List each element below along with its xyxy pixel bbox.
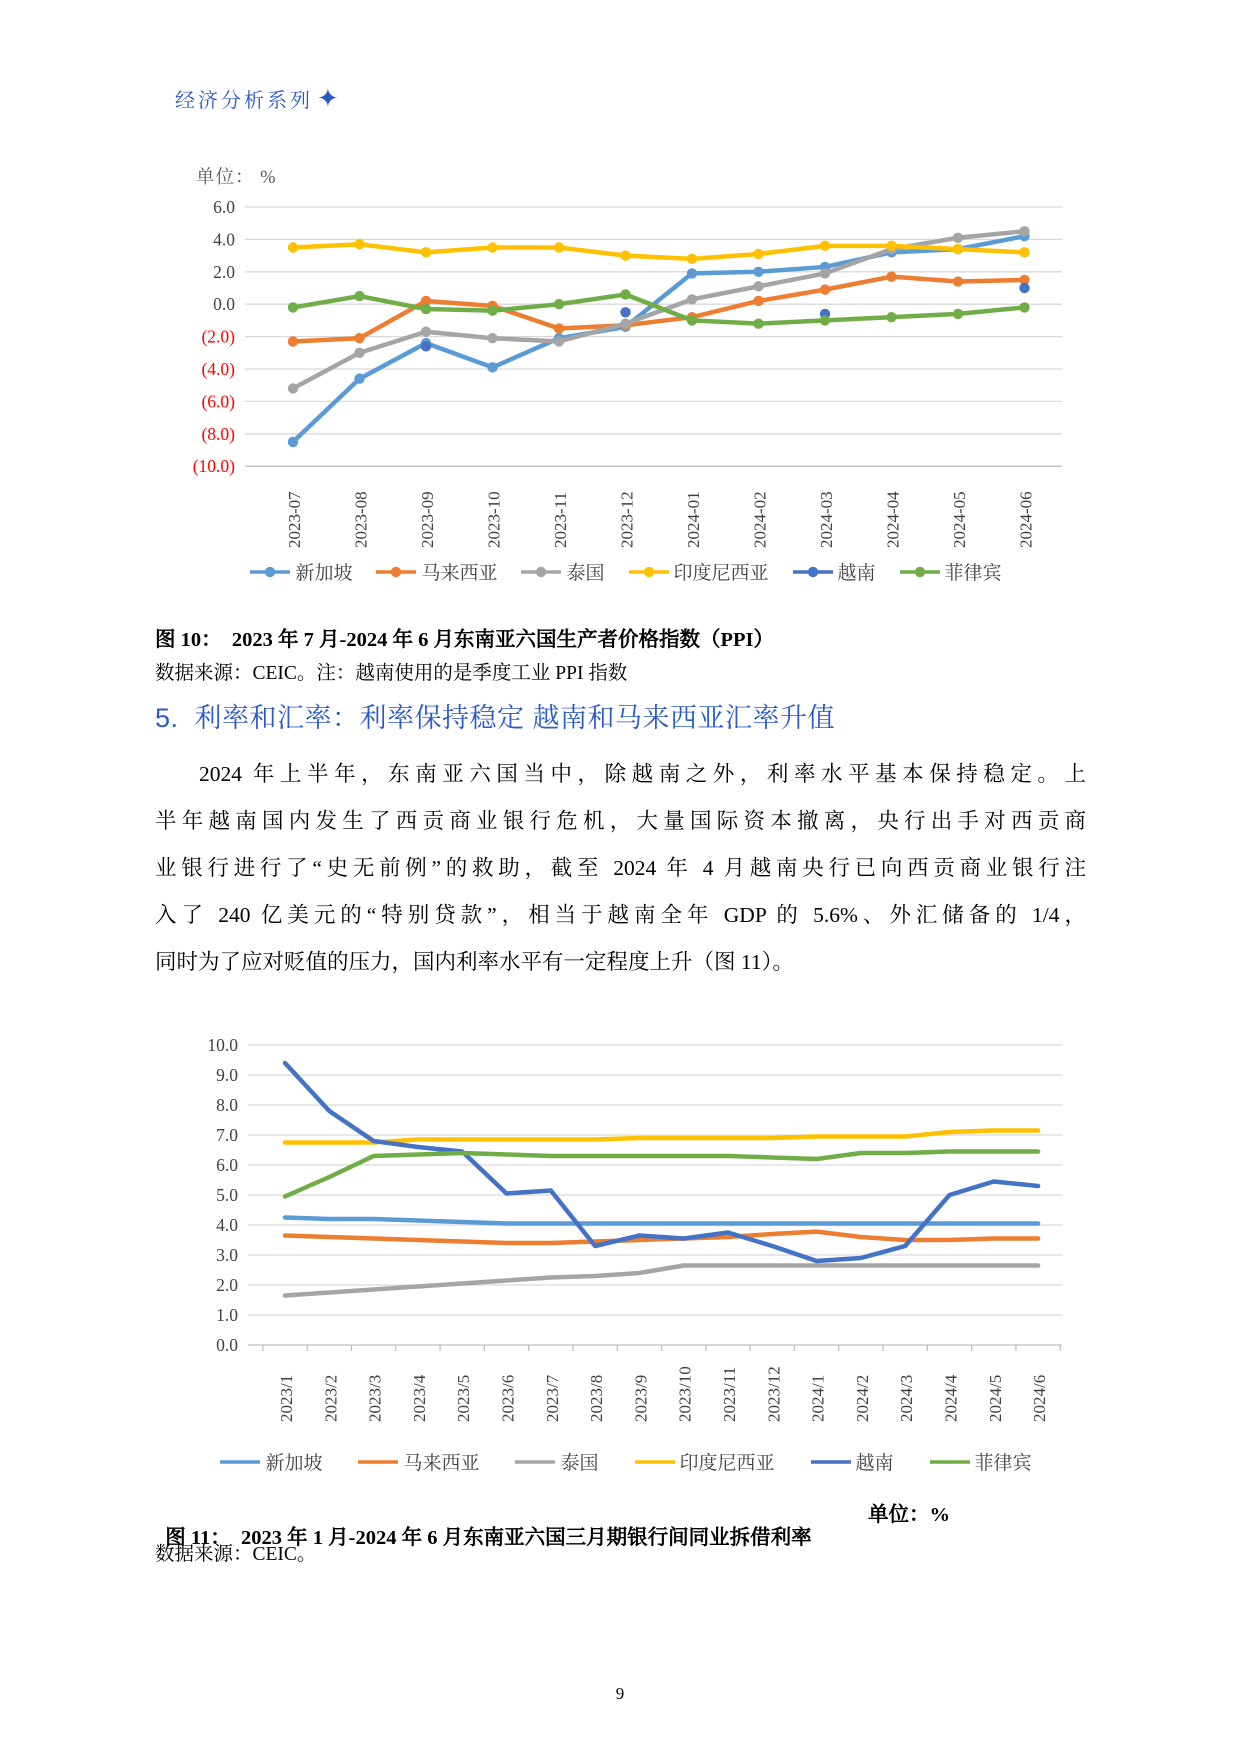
paragraph-line: 同时为了应对贬值的压力，国内利率水平有一定程度上升（图 11）。 bbox=[155, 950, 794, 974]
legend-label: 泰国 bbox=[560, 1453, 599, 1474]
figure11-caption: 图 11： 2023 年 1 月-2024 年 6 月东南亚六国三月期银行间同业拆借利率 bbox=[165, 1527, 812, 1549]
legend-swatch bbox=[791, 565, 835, 579]
y-tick-label: 5.0 bbox=[216, 1185, 238, 1205]
legend-item-印度尼西亚 bbox=[627, 558, 769, 585]
data-point bbox=[953, 276, 963, 286]
ppi-chart-legend bbox=[170, 558, 1080, 585]
legend-swatch bbox=[898, 565, 942, 579]
data-point bbox=[820, 315, 830, 325]
data-point bbox=[1019, 226, 1029, 236]
legend-item-越南 bbox=[791, 558, 876, 585]
legend-item-越南 bbox=[809, 1448, 894, 1475]
data-point bbox=[687, 254, 697, 264]
legend-item-新加坡 bbox=[248, 558, 352, 585]
paragraph-line: 半年越南国内发生了西贡商业银行危机，大量国际资本撤离，央行出手对西贡商 bbox=[155, 809, 1086, 833]
data-point bbox=[953, 244, 963, 254]
x-tick-label: 2024/3 bbox=[897, 1374, 917, 1422]
data-point bbox=[620, 289, 630, 299]
x-tick-label: 2023/7 bbox=[542, 1374, 562, 1422]
y-tick-label: 7.0 bbox=[216, 1125, 238, 1145]
series-title: 经济分析系列 bbox=[175, 90, 313, 112]
legend-swatch bbox=[633, 1455, 677, 1469]
data-point bbox=[687, 315, 697, 325]
series-line-越南 bbox=[285, 1063, 1038, 1261]
paragraph-line: 入了 240 亿美元的“特别贷款”，相当于越南全年 GDP 的 5.6%、外汇储备的 1/4， bbox=[155, 903, 1086, 927]
series-line-泰国 bbox=[285, 1266, 1038, 1296]
y-tick-label: 4.0 bbox=[216, 1215, 238, 1235]
x-tick-label: 2023/5 bbox=[454, 1374, 474, 1422]
x-tick-label: 2023-09 bbox=[418, 491, 437, 548]
y-tick-label: (8.0) bbox=[201, 423, 235, 444]
y-tick-label: 1.0 bbox=[216, 1305, 238, 1325]
data-point bbox=[820, 241, 830, 251]
x-tick-label: 2024-04 bbox=[883, 491, 903, 548]
data-point bbox=[953, 309, 963, 319]
x-tick-label: 2023/2 bbox=[321, 1374, 341, 1422]
y-tick-label: 4.0 bbox=[213, 229, 235, 250]
x-tick-label: 2023/6 bbox=[498, 1374, 518, 1422]
legend-label: 菲律宾 bbox=[944, 563, 1002, 584]
data-point bbox=[1019, 247, 1029, 257]
data-point bbox=[354, 239, 364, 249]
y-tick-label: 3.0 bbox=[216, 1245, 238, 1265]
x-tick-label: 2023/8 bbox=[587, 1374, 607, 1422]
x-tick-label: 2023/12 bbox=[764, 1366, 784, 1422]
legend-item-新加坡 bbox=[218, 1448, 322, 1475]
data-point bbox=[886, 312, 896, 322]
legend-swatch bbox=[519, 565, 563, 579]
legend-label: 马来西亚 bbox=[403, 1453, 480, 1474]
data-point bbox=[288, 437, 298, 447]
legend-label: 新加坡 bbox=[265, 1453, 323, 1474]
y-tick-label: 9.0 bbox=[216, 1065, 238, 1085]
x-tick-label: 2024-03 bbox=[817, 491, 836, 548]
series-line-印度尼西亚 bbox=[285, 1131, 1038, 1143]
figure10-source-note: 数据来源：CEIC。注：越南使用的是季度工业 PPI 指数 bbox=[155, 663, 628, 684]
data-point bbox=[886, 271, 896, 281]
legend-swatch bbox=[928, 1455, 972, 1469]
legend-label: 菲律宾 bbox=[974, 1453, 1032, 1474]
legend-swatch bbox=[356, 1455, 400, 1469]
data-point bbox=[554, 299, 564, 309]
y-tick-label: 10.0 bbox=[207, 1035, 238, 1055]
data-point bbox=[886, 241, 896, 251]
x-tick-label: 2023/10 bbox=[675, 1366, 695, 1422]
y-tick-label: 2.0 bbox=[213, 261, 235, 282]
data-point bbox=[620, 250, 630, 260]
legend-label: 马来西亚 bbox=[421, 563, 498, 584]
legend-swatch bbox=[513, 1455, 557, 1469]
data-point bbox=[1019, 302, 1029, 312]
legend-label: 泰国 bbox=[566, 563, 605, 584]
legend-swatch bbox=[248, 565, 292, 579]
figure11-unit-label: 单位：% bbox=[868, 1504, 950, 1526]
section-heading: 5. 利率和汇率：利率保持稳定 越南和马来西亚汇率升值 bbox=[155, 703, 836, 733]
data-point bbox=[288, 242, 298, 252]
y-tick-label: (10.0) bbox=[192, 456, 235, 477]
y-tick-label: 0.0 bbox=[216, 1335, 238, 1355]
data-point bbox=[421, 304, 431, 314]
data-point bbox=[421, 341, 431, 351]
x-tick-label: 2023/4 bbox=[409, 1374, 429, 1422]
legend-label: 印度尼西亚 bbox=[673, 563, 769, 584]
data-point bbox=[421, 247, 431, 257]
x-tick-label: 2023-12 bbox=[617, 491, 637, 548]
ppi-chart-unit-label: 单位： % bbox=[196, 168, 277, 188]
y-tick-label: (2.0) bbox=[201, 326, 235, 347]
y-tick-label: (4.0) bbox=[201, 359, 235, 379]
x-tick-label: 2024-05 bbox=[950, 491, 969, 548]
y-tick-label: 6.0 bbox=[216, 1155, 238, 1175]
ppi-chart bbox=[170, 180, 1080, 570]
x-tick-label: 2024/6 bbox=[1030, 1374, 1050, 1422]
legend-item-菲律宾 bbox=[928, 1448, 1032, 1475]
data-point bbox=[753, 296, 763, 306]
legend-item-泰国 bbox=[513, 1448, 598, 1475]
data-point bbox=[1019, 283, 1029, 293]
body-paragraph bbox=[155, 751, 1086, 986]
data-point bbox=[487, 305, 497, 315]
x-tick-label: 2023-08 bbox=[351, 491, 371, 548]
legend-label: 越南 bbox=[855, 1453, 894, 1474]
legend-swatch bbox=[374, 565, 418, 579]
x-tick-label: 2024/2 bbox=[852, 1374, 872, 1422]
y-tick-label: 0.0 bbox=[213, 294, 235, 315]
x-tick-label: 2024/1 bbox=[808, 1374, 828, 1422]
y-tick-label: 2.0 bbox=[216, 1275, 238, 1295]
data-point bbox=[753, 249, 763, 259]
paragraph-line: 业银行进行了“史无前例”的救助，截至 2024 年 4 月越南央行已向西贡商业银行注 bbox=[155, 856, 1086, 880]
data-point bbox=[288, 302, 298, 312]
data-point bbox=[354, 374, 364, 384]
legend-label: 越南 bbox=[837, 563, 876, 584]
x-tick-label: 2024-01 bbox=[684, 491, 703, 548]
legend-item-马来西亚 bbox=[374, 558, 497, 585]
y-tick-label: 8.0 bbox=[216, 1095, 238, 1115]
data-point bbox=[753, 281, 763, 291]
x-tick-label: 2023/3 bbox=[365, 1374, 385, 1422]
legend-item-马来西亚 bbox=[356, 1448, 479, 1475]
data-point bbox=[288, 383, 298, 393]
legend-item-印度尼西亚 bbox=[633, 1448, 775, 1475]
x-tick-label: 2023-07 bbox=[285, 491, 304, 548]
data-point bbox=[687, 294, 697, 304]
data-point bbox=[620, 307, 630, 317]
interbank-rate-chart bbox=[170, 1030, 1080, 1445]
data-point bbox=[354, 348, 364, 358]
data-point bbox=[554, 242, 564, 252]
x-tick-label: 2024-02 bbox=[750, 491, 770, 548]
x-tick-label: 2023/9 bbox=[631, 1374, 651, 1422]
data-point bbox=[687, 268, 697, 278]
data-point bbox=[421, 327, 431, 337]
header bbox=[175, 84, 339, 113]
paragraph-line: 2024 年上半年，东南亚六国当中，除越南之外，利率水平基本保持稳定。上 bbox=[199, 762, 1086, 786]
legend-swatch bbox=[809, 1455, 853, 1469]
x-tick-label: 2023/1 bbox=[277, 1374, 296, 1422]
x-tick-label: 2023-11 bbox=[551, 491, 570, 548]
data-point bbox=[354, 333, 364, 343]
data-point bbox=[487, 333, 497, 343]
data-point bbox=[953, 233, 963, 243]
star-icon: ✦ bbox=[317, 83, 339, 113]
data-point bbox=[487, 362, 497, 372]
series-line-泰国 bbox=[293, 231, 1025, 388]
legend-label: 新加坡 bbox=[295, 563, 353, 584]
x-tick-label: 2024-06 bbox=[1016, 491, 1036, 548]
data-point bbox=[487, 242, 497, 252]
figure11-source-note: 数据来源：CEIC。 bbox=[155, 1544, 317, 1565]
x-tick-label: 2024/4 bbox=[941, 1374, 961, 1422]
data-point bbox=[354, 291, 364, 301]
data-point bbox=[288, 336, 298, 346]
rate-chart-legend bbox=[170, 1448, 1080, 1475]
data-point bbox=[620, 318, 630, 328]
y-tick-label: (6.0) bbox=[201, 391, 235, 412]
legend-label: 印度尼西亚 bbox=[679, 1453, 775, 1474]
figure10-caption: 图 10： 2023 年 7 月-2024 年 6 月东南亚六国生产者价格指数（PPI） bbox=[155, 629, 774, 651]
legend-item-菲律宾 bbox=[898, 558, 1002, 585]
data-point bbox=[753, 318, 763, 328]
data-point bbox=[820, 268, 830, 278]
data-point bbox=[753, 267, 763, 277]
y-tick-label: 6.0 bbox=[213, 197, 235, 217]
legend-swatch bbox=[627, 565, 671, 579]
page-number: 9 bbox=[615, 1684, 625, 1703]
x-tick-label: 2024/5 bbox=[985, 1374, 1005, 1422]
x-tick-label: 2023/11 bbox=[720, 1366, 739, 1422]
series-line-菲律宾 bbox=[285, 1152, 1038, 1197]
x-tick-label: 2023-10 bbox=[484, 491, 504, 548]
data-point bbox=[554, 336, 564, 346]
data-point bbox=[820, 284, 830, 294]
legend-item-泰国 bbox=[519, 558, 604, 585]
data-point bbox=[554, 323, 564, 333]
legend-swatch bbox=[218, 1455, 262, 1469]
